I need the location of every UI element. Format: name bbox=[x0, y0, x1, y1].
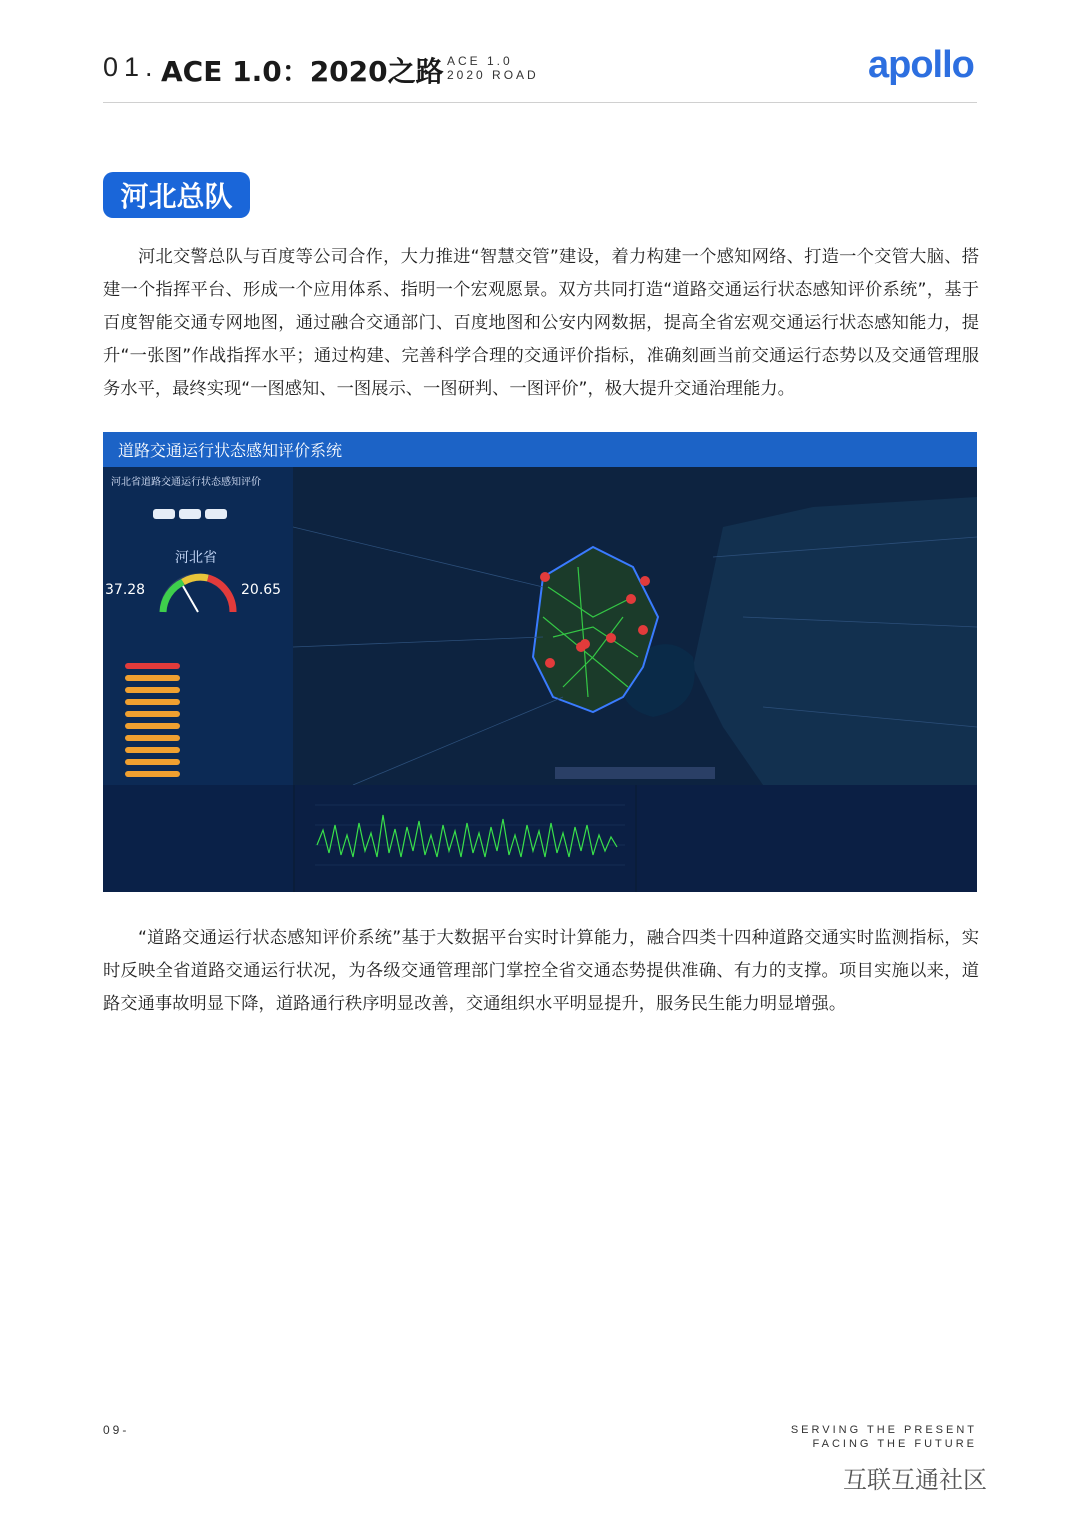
road-ranking-panel bbox=[637, 785, 977, 892]
mini-button bbox=[179, 509, 201, 519]
ranking-bar bbox=[125, 735, 180, 741]
section-badge: 河北总队 bbox=[103, 172, 250, 218]
mini-button bbox=[153, 509, 175, 519]
header-divider bbox=[103, 102, 977, 103]
dashboard-panel-title: 河北省道路交通运行状态感知评价 bbox=[111, 477, 261, 488]
trend-chart-panel bbox=[295, 785, 635, 892]
mini-button bbox=[205, 509, 227, 519]
route-list-panel bbox=[103, 785, 293, 892]
speed-gauge bbox=[153, 562, 243, 622]
watermark-text: 互联互通社区 bbox=[843, 1466, 987, 1494]
ranking-bar bbox=[125, 723, 180, 729]
map-layer-tabs bbox=[555, 767, 715, 779]
chapter-number: 01. bbox=[103, 52, 159, 82]
ranking-bar bbox=[125, 747, 180, 753]
footer-slogan-line1: SERVING THE PRESENT bbox=[790, 1424, 977, 1436]
ranking-bar bbox=[125, 663, 180, 669]
ranking-bar bbox=[125, 687, 180, 693]
ranking-bar bbox=[125, 675, 180, 681]
intro-paragraph: 河北交警总队与百度等公司合作，大力推进“智慧交管”建设，着力构建一个感知网络、打造一个交管大脑、搭建一个指挥平台、形成一个应用体系、指明一个宏观愿景。双方共同打造“道路交通运行状态感知评价系统”，基于百度智能交通专网地图，通过融合交通部门、百度地图和公安内网数据，提高全省宏观交通运行状态感知能力，提升“一张图”作战指挥水平；通过构建、完善科学合理的交通评价指标，准确刻画当前交通运行态势以及交通管理服务水平，最终实现“一图感知、一图展示、一图研判、一图评价”，极大提升交通治理能力。 bbox=[103, 247, 979, 399]
chapter-title: ACE 1.0：2020之路 bbox=[161, 55, 444, 88]
dashboard-screenshot bbox=[103, 432, 977, 892]
ranking-bar bbox=[125, 771, 180, 777]
chapter-subtitle-line2: 2020 ROAD bbox=[447, 68, 539, 82]
chapter-subtitle-line1: ACE 1.0 bbox=[447, 54, 513, 68]
ranking-bar bbox=[125, 711, 180, 717]
page-number: 09- bbox=[103, 1423, 130, 1437]
apollo-logo: apollo bbox=[868, 44, 974, 86]
province-label: 河北省 bbox=[175, 550, 217, 566]
footer-slogan-line2: FACING THE FUTURE bbox=[812, 1438, 977, 1450]
system-description-paragraph: “道路交通运行状态感知评价系统”基于大数据平台实时计算能力，融合四类十四种道路交通实时监测指标，实时反映全省道路交通运行状况，为各级交通管理部门掌控全省交通态势提供准确、有力的支撑。项目实施以来，道路交通事故明显下降，道路通行秩序明显改善，交通组织水平明显提升，服务民生能力明显增强。 bbox=[103, 928, 979, 1014]
dashboard-caption: 道路交通运行状态感知评价系统 bbox=[103, 432, 977, 467]
ranking-bar bbox=[125, 699, 180, 705]
congestion-mileage-value: 20.65 bbox=[241, 582, 282, 598]
ranking-bar bbox=[125, 759, 180, 765]
avg-speed-value: 37.28 bbox=[105, 582, 146, 598]
traffic-map bbox=[293, 467, 977, 785]
